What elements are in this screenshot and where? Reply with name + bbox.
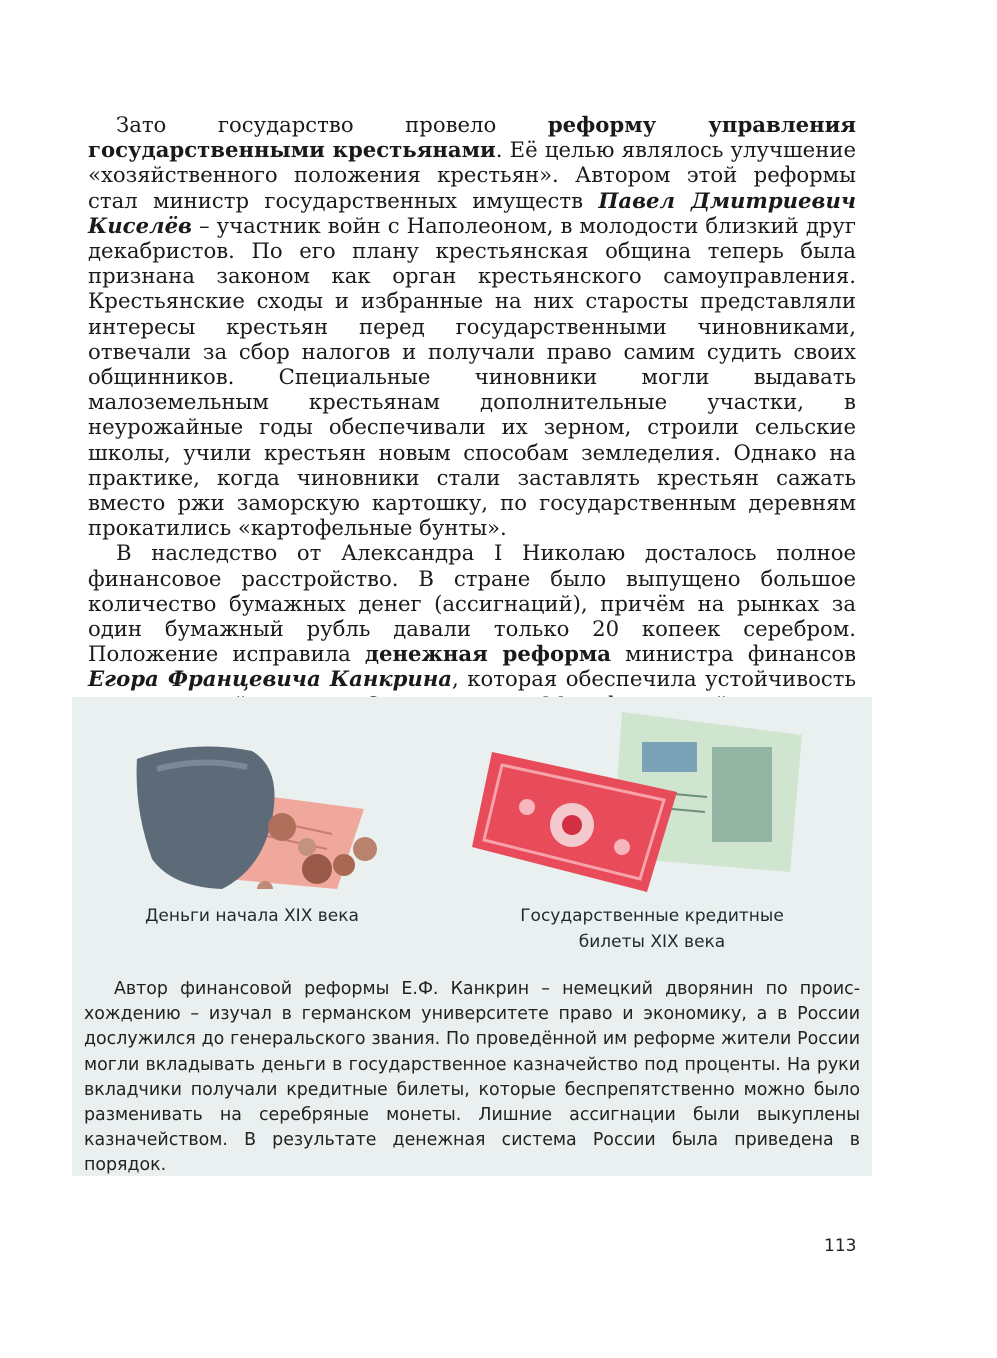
- caption-credit-notes: [492, 903, 812, 955]
- p1-person-name: Павел Дмитриевич Киселёв: [88, 187, 856, 238]
- p1-text-2: . Её целью являлось улучшение «хозяйственного положения крестьян». Автором этой реформы стал министр государственных имуществ: [88, 137, 856, 213]
- p2-text-2: министра финансов: [611, 641, 856, 667]
- caption-old-money: [112, 903, 392, 929]
- p2-text-1: В наследство от Александра I Николаю досталось полное финансовое расстройство. В стране было выпущено большое количество бумажных денег (ассигнаций), причём на рынках за один бумажный рубль давали только 20 копеек серебром. Положение исправила: [88, 540, 856, 667]
- caption-credit-notes-line-1: Государственные кредитные: [520, 906, 784, 926]
- p2-text-3: , которая обеспечила устойчивость: [452, 666, 856, 692]
- sidebar-box: [72, 697, 872, 1176]
- coin-shape: [333, 854, 355, 876]
- coin-shape: [353, 837, 377, 861]
- p2-bold-term: денежная реформа: [364, 641, 612, 667]
- coin-shape: [302, 854, 332, 884]
- p1-text-3: – участник войн с Наполеоном, в молодости близкий друг декабристов. По его плану крестьянская община теперь была признана законом как орган крестьянского самоуправления. Крестьянские сходы и избранные на них старосты представляли интересы крестьян перед государственными чиновниками, отвечали за сбор налогов и получали право самим судить своих общинников. Специальные чиновники могли выдавать малоземельным крестьянам дополнительные участки, в неурожайные годы обеспечивали их зерном, строили сельские школы, учили крестьян новым способам земледелия. Однако на практике, когда чиновники стали заставлять крестьян сажать вместо ржи заморскую картошку, по государственным деревням прокатились «картофельные бунты».: [88, 212, 856, 541]
- credit-notes-photo: [472, 707, 802, 892]
- old-money-photo: [132, 739, 382, 889]
- page-number: 113: [824, 1236, 857, 1256]
- paragraph-1: [88, 112, 856, 540]
- sidebar-paragraph: Автор финансовой реформы Е.Ф. Канкрин – немецкий дворянин по происхождению – изучал в германском университете право и экономику, а в России дослужился до генеральского звания. По проведённой им реформе жители России могли вкладывать деньги в государственное казначейство под проценты. На руки вкладчики получали кредитные билеты, которые беспрепятственно можно было разменивать на серебряные монеты. Лишние ассигнации были выкуплены казначейством. В результате денежная система России была приведена в порядок.: [84, 979, 860, 1176]
- p1-bold-term: реформу управления государственными крестьянами: [88, 112, 856, 163]
- caption-credit-notes-line-2: билеты XIX века: [578, 932, 726, 952]
- caption-old-money-text: Деньги начала XIX века: [145, 906, 359, 926]
- p2-person-name: Егора Францевича Канкрина: [88, 666, 453, 692]
- p1-text-1: Зато государство провело: [116, 112, 548, 137]
- coin-shape: [268, 813, 296, 841]
- coin-shape: [298, 838, 316, 856]
- main-text: [88, 112, 856, 742]
